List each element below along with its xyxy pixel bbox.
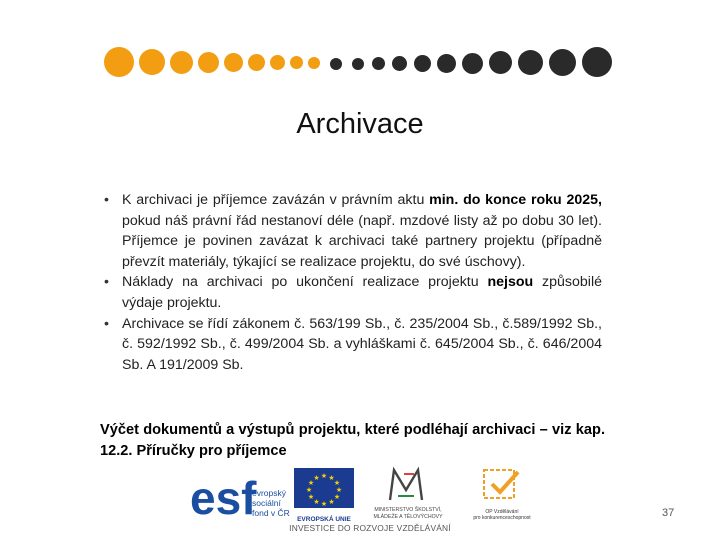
eu-label: EVROPSKÁ UNIE — [297, 516, 351, 523]
svg-text:★: ★ — [307, 493, 315, 501]
logo-strip — [190, 462, 550, 540]
dot-orange-3 — [170, 51, 193, 74]
dot-dark-6 — [437, 54, 456, 73]
esf-line-2: sociální — [252, 498, 281, 508]
dot-dark-2 — [352, 58, 364, 70]
op-vk-emblem-icon — [480, 466, 524, 504]
op-vk-label-1: OP Vzdělávání — [485, 509, 519, 515]
op-vk-label-2: pro konkurenceschopnost — [473, 515, 531, 521]
slogan: INVESTICE DO ROZVOJE VZDĚLÁVÁNÍ — [289, 523, 451, 533]
op-vk-logo — [462, 466, 542, 520]
dot-orange-1 — [104, 47, 134, 77]
esf-logo — [190, 466, 290, 520]
esf-mark: esf — [190, 472, 257, 520]
bullet-2-text-end: způsobilé výdaje projektu. — [122, 274, 602, 311]
bullet-item-1 — [100, 190, 602, 272]
svg-text:★: ★ — [320, 500, 328, 508]
msmt-label-1: MINISTERSTVO ŠKOLSTVÍ, — [374, 507, 442, 513]
bullet-list — [100, 190, 602, 375]
dot-orange-5 — [224, 53, 243, 72]
svg-text:★: ★ — [335, 486, 343, 494]
bullet-2-bold: nejsou — [487, 274, 534, 291]
slide-title: Archivace — [296, 108, 424, 140]
bullet-1-text-end: pokud náš právní řád nestanoví déle (např. mzdové listy až po dobu 30 let). Příjemce je povinen zavázat k archivaci také partnery projektu (případně převzít materiály, týkající se realizace projektu, do své úschovy). — [122, 212, 602, 270]
dot-orange-7 — [270, 55, 285, 70]
svg-text:★: ★ — [307, 479, 315, 487]
dot-orange-4 — [198, 52, 219, 73]
bullet-3-text: Archivace se řídí zákonem č. 563/199 Sb., č. 235/2004 Sb., č.589/1992 Sb., č. 592/1992 Sb., č. 499/2004 Sb. a vyhláškami č. 645/2004 Sb., č. 646/2004 Sb. A 191/2009 Sb. — [122, 315, 602, 373]
eu-logo — [294, 468, 354, 523]
dot-dark-10 — [549, 49, 576, 76]
dot-dark-3 — [372, 57, 385, 70]
bullet-item-2 — [100, 272, 602, 313]
svg-text:★: ★ — [305, 486, 313, 494]
msmt-logo — [358, 466, 458, 520]
dot-dark-1 — [330, 58, 342, 70]
decorative-dot-row — [0, 0, 720, 90]
msmt-emblem-icon — [384, 466, 428, 502]
esf-line-3: fond v ČR — [252, 508, 290, 518]
eu-flag-icon — [294, 468, 354, 508]
bullet-1-text: K archivaci je příjemce zavázán v právním aktu — [122, 192, 430, 208]
dot-orange-2 — [139, 49, 165, 75]
page-number: 37 — [662, 507, 675, 519]
svg-text:★: ★ — [328, 498, 335, 506]
dot-orange-8 — [290, 56, 303, 69]
dot-orange-9 — [308, 57, 320, 69]
dot-dark-5 — [414, 55, 431, 72]
svg-text:★: ★ — [320, 472, 328, 480]
svg-text:★: ★ — [313, 498, 320, 506]
dot-orange-6 — [248, 54, 265, 71]
dot-dark-4 — [392, 56, 407, 71]
svg-text:★: ★ — [333, 479, 341, 487]
dot-dark-8 — [489, 51, 512, 74]
esf-line-1: evropský — [252, 488, 287, 498]
svg-text:★: ★ — [313, 474, 320, 482]
svg-text:★: ★ — [333, 493, 341, 501]
summary-note: Výčet dokumentů a výstupů projektu, které podléhají archivaci – viz kap. 12.2. Příručky pro příjemce — [100, 422, 605, 459]
bullet-2-text: Náklady na archivaci po ukončení realizace projektu — [122, 274, 488, 291]
svg-text:★: ★ — [328, 474, 335, 482]
msmt-label-2: MLÁDEŽE A TĚLOVÝCHOVY — [373, 513, 443, 520]
dot-dark-11 — [582, 47, 612, 77]
dot-dark-7 — [462, 53, 483, 74]
bullet-item-3 — [100, 314, 602, 376]
dot-dark-9 — [518, 50, 543, 75]
bullet-1-bold: min. do konce roku 2025, — [429, 192, 602, 208]
